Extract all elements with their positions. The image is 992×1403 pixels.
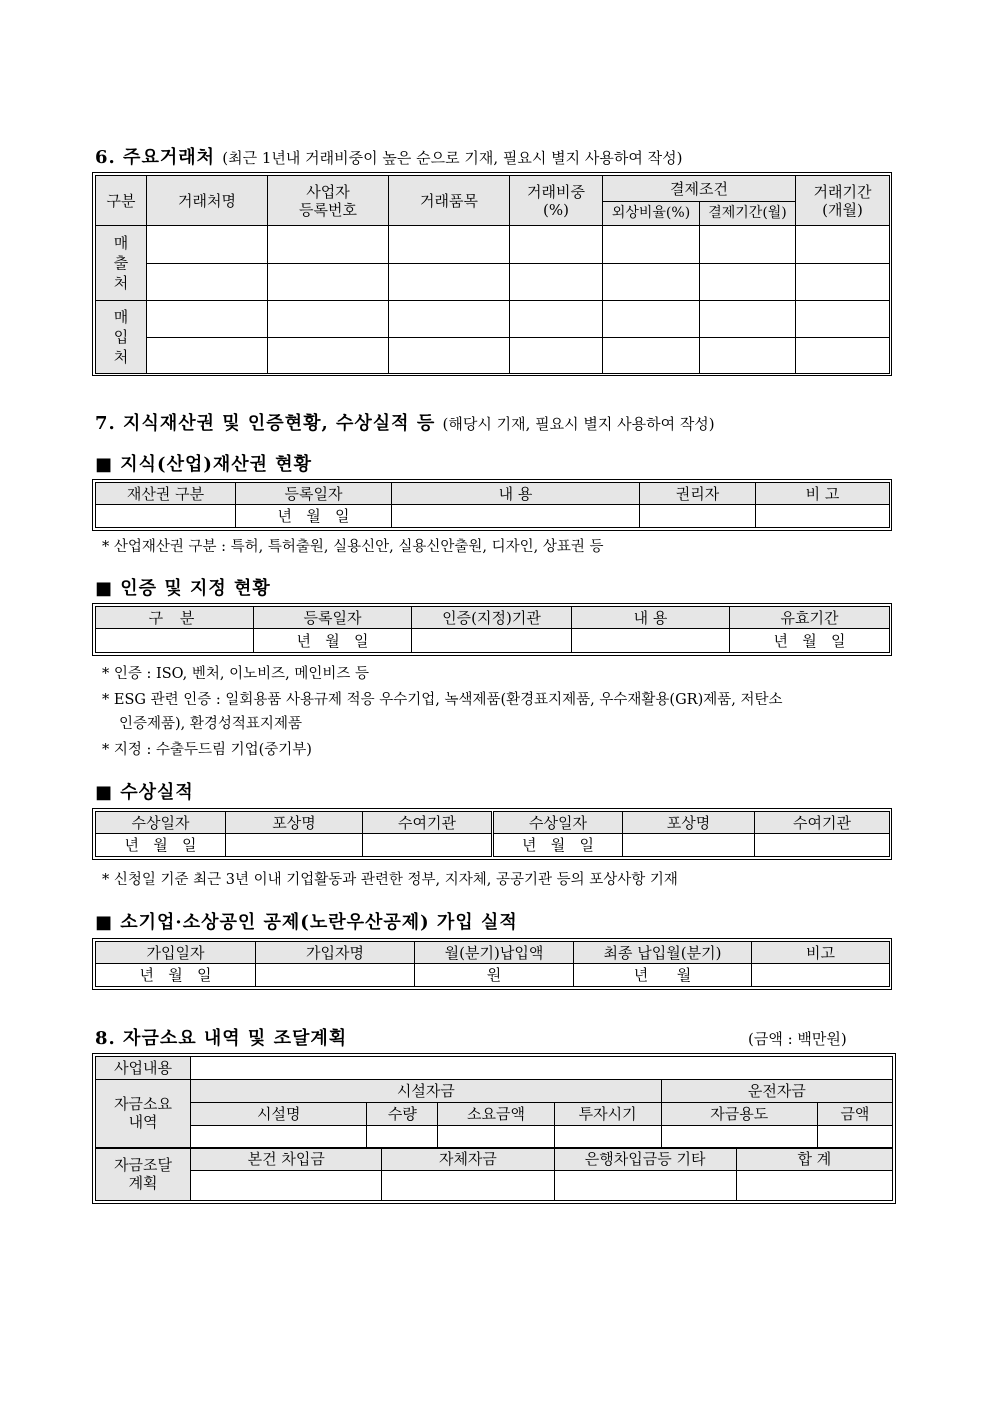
header-award-name: 포상명 [226, 812, 363, 834]
group-purchase-char: 입 [113, 327, 129, 346]
header-ratio-line1: 거래비중 [527, 182, 585, 201]
header-duration [796, 176, 890, 226]
section8-unit: (금액 : 백만원) [748, 1030, 847, 1048]
cell[interactable] [96, 629, 254, 653]
cell[interactable] [796, 226, 890, 264]
cell[interactable] [147, 264, 268, 301]
header-cert-valid: 유효기간 [730, 607, 890, 629]
header-total: 합 계 [736, 1148, 892, 1171]
section6-title [95, 143, 682, 169]
mutual-aid-table [92, 938, 892, 990]
header-quantity: 수량 [367, 1103, 438, 1126]
header-own-funds: 자체자금 [382, 1148, 554, 1171]
cell[interactable] [572, 629, 730, 653]
header-bizno-line1: 사업자 [306, 182, 350, 201]
cert-title: ■ 인증 및 지정 현황 [95, 578, 271, 599]
cell[interactable] [226, 834, 363, 857]
cell[interactable] [438, 1126, 554, 1148]
ip-title: ■ 지식(산업)재산권 현황 [95, 454, 313, 475]
header-member-name: 가입자명 [256, 942, 415, 964]
cert-valid-cell[interactable]: 년 월 일 [730, 629, 890, 653]
cert-note: * 지정 : 수출두드림 기업(중기부) [102, 742, 312, 758]
cell[interactable] [268, 338, 389, 374]
cell[interactable] [96, 505, 236, 528]
cert-note: * ESG 관련 인증 : 일회용품 사용규제 적응 우수기업, 녹색제품(환경표지제품, 우수재활용(GR)제품, 저탄소 [102, 692, 783, 708]
cell[interactable] [256, 964, 415, 987]
header-bank-other: 은행차입금등 기타 [554, 1148, 736, 1171]
cell[interactable] [389, 338, 510, 374]
cell[interactable] [700, 264, 796, 301]
header-remark: 비고 [752, 942, 890, 964]
group-sales [96, 226, 147, 301]
cell[interactable] [755, 834, 890, 857]
requirement-label-line1: 자금소요 [114, 1095, 173, 1114]
trade-partners-table [92, 172, 892, 376]
header-loan: 본건 차입금 [191, 1148, 382, 1171]
cell[interactable] [510, 226, 603, 264]
cell[interactable] [554, 1171, 736, 1201]
cell[interactable] [700, 338, 796, 374]
cell[interactable] [510, 301, 603, 338]
business-content-cell[interactable] [191, 1057, 893, 1080]
header-bizno [268, 176, 389, 226]
cell[interactable] [191, 1171, 382, 1201]
header-award-date: 수상일자 [96, 812, 226, 834]
group-purchase-char: 매 [113, 307, 129, 326]
header-award-name: 포상명 [623, 812, 755, 834]
awards-note: * 신청일 기준 최근 3년 이내 기업활동과 관련한 정부, 지자체, 공공기관 등의 포상사항 기재 [102, 872, 678, 888]
business-label: 사업내용 [96, 1057, 191, 1080]
header-award-date: 수상일자 [493, 812, 623, 834]
cert-table [92, 603, 892, 656]
header-ip-date: 등록일자 [236, 483, 392, 505]
header-bizno-line2: 등록번호 [299, 200, 357, 219]
cell[interactable] [389, 301, 510, 338]
header-gubun: 구분 [96, 176, 147, 226]
cell[interactable] [817, 1126, 892, 1148]
cell[interactable] [367, 1126, 438, 1148]
cell[interactable] [510, 264, 603, 301]
operating-funds-header: 운전자금 [661, 1080, 892, 1103]
cell[interactable] [661, 1126, 817, 1148]
cert-date-cell[interactable]: 년 월 일 [254, 629, 412, 653]
cell[interactable] [554, 1126, 661, 1148]
header-cert-org: 인증(지정)기관 [412, 607, 572, 629]
section7-title [95, 409, 715, 435]
payment-cell[interactable]: 원 [415, 964, 574, 987]
header-amount: 금액 [817, 1103, 892, 1126]
header-cert-type: 구 분 [96, 607, 254, 629]
group-purchase-char: 처 [113, 348, 129, 367]
mutual-aid-title: ■ 소기업·소상공인 공제(노란우산공제) 가입 실적 [95, 912, 518, 933]
header-ip-type: 재산권 구분 [96, 483, 236, 505]
header-ratio [510, 176, 603, 226]
cell[interactable] [700, 226, 796, 264]
cell[interactable] [603, 338, 700, 374]
procurement-label-line2: 계획 [128, 1174, 158, 1193]
cell[interactable] [603, 264, 700, 301]
header-ip-remark: 비 고 [756, 483, 890, 505]
header-required-amount: 소요금액 [438, 1103, 554, 1126]
procurement-label-line1: 자금조달 [114, 1156, 173, 1175]
cell[interactable] [389, 226, 510, 264]
funding-table [92, 1053, 896, 1204]
cell[interactable] [736, 1171, 892, 1201]
cell[interactable] [603, 301, 700, 338]
cell[interactable] [412, 629, 572, 653]
header-cert-date: 등록일자 [254, 607, 412, 629]
cell[interactable] [147, 226, 268, 264]
awards-table [92, 808, 892, 860]
group-sales-char: 처 [113, 274, 129, 293]
cell[interactable] [623, 834, 755, 857]
requirement-label-line2: 내역 [128, 1113, 158, 1132]
cell[interactable] [752, 964, 890, 987]
header-ratio-line2: (%) [543, 200, 569, 219]
cell[interactable] [796, 301, 890, 338]
header-last-payment: 최종 납입월(분기) [574, 942, 752, 964]
requirement-label [96, 1080, 191, 1148]
header-award-org: 수여기관 [755, 812, 890, 834]
ip-note: * 산업재산권 구분 : 특허, 특허출원, 실용신안, 실용신안출원, 디자인, 상표권 등 [102, 539, 604, 555]
header-settlement: 결제조건 [603, 176, 796, 202]
section6-note: (최근 1년내 거래비중이 높은 순으로 기재, 필요시 별지 사용하여 작성) [222, 149, 683, 167]
section6-heading: 6. 주요거래처 [95, 147, 215, 168]
group-sales-char: 매 [113, 233, 129, 252]
header-ip-holder: 권리자 [640, 483, 756, 505]
facility-funds-header: 시설자금 [191, 1080, 662, 1103]
cell[interactable] [147, 338, 268, 374]
cell[interactable] [796, 264, 890, 301]
section7-note: (해당시 기재, 필요시 별지 사용하여 작성) [442, 415, 715, 433]
cell[interactable] [603, 226, 700, 264]
cell[interactable] [389, 264, 510, 301]
header-partner-name: 거래처명 [147, 176, 268, 226]
cell[interactable] [382, 1171, 554, 1201]
ip-table [92, 479, 892, 531]
awards-title: ■ 수상실적 [95, 782, 194, 803]
section8-title: 8. 자금소요 내역 및 조달계획 [95, 1028, 348, 1049]
header-award-org: 수여기관 [363, 812, 493, 834]
award-date-cell[interactable]: 년 월 일 [96, 834, 226, 857]
cell[interactable] [363, 834, 493, 857]
header-cert-content: 내 용 [572, 607, 730, 629]
cell[interactable] [392, 505, 640, 528]
cell[interactable] [268, 301, 389, 338]
header-duration-line2: (개월) [822, 200, 863, 219]
cell[interactable] [268, 264, 389, 301]
cell[interactable] [796, 338, 890, 374]
header-ip-content: 내 용 [392, 483, 640, 505]
header-payment: 월(분기)납입액 [415, 942, 574, 964]
header-investment-timing: 투자시기 [554, 1103, 661, 1126]
cell[interactable] [268, 226, 389, 264]
group-sales-char: 출 [113, 253, 129, 272]
header-settle-period: 결제기간(월) [700, 202, 796, 226]
award-date-cell[interactable]: 년 월 일 [493, 834, 623, 857]
cell[interactable] [510, 338, 603, 374]
cell[interactable] [147, 301, 268, 338]
cert-note: 인증제품), 환경성적표지제품 [119, 716, 302, 732]
cell[interactable] [756, 505, 890, 528]
procurement-label [96, 1148, 191, 1201]
cell[interactable] [700, 301, 796, 338]
ip-date-cell[interactable]: 년 월 일 [236, 505, 392, 528]
cell[interactable] [191, 1126, 367, 1148]
header-join-date: 가입일자 [96, 942, 256, 964]
header-fund-usage: 자금용도 [661, 1103, 817, 1126]
header-duration-line1: 거래기간 [813, 182, 872, 201]
header-credit-ratio: 외상비율(%) [603, 202, 700, 226]
header-facility-name: 시설명 [191, 1103, 367, 1126]
section7-heading: 7. 지식재산권 및 인증현황, 수상실적 등 [95, 413, 436, 434]
cell[interactable] [640, 505, 756, 528]
last-payment-cell[interactable]: 년 월 [574, 964, 752, 987]
join-date-cell[interactable]: 년 월 일 [96, 964, 256, 987]
header-item: 거래품목 [389, 176, 510, 226]
group-purchase [96, 301, 147, 374]
cert-note: * 인증 : ISO, 벤처, 이노비즈, 메인비즈 등 [102, 666, 370, 682]
